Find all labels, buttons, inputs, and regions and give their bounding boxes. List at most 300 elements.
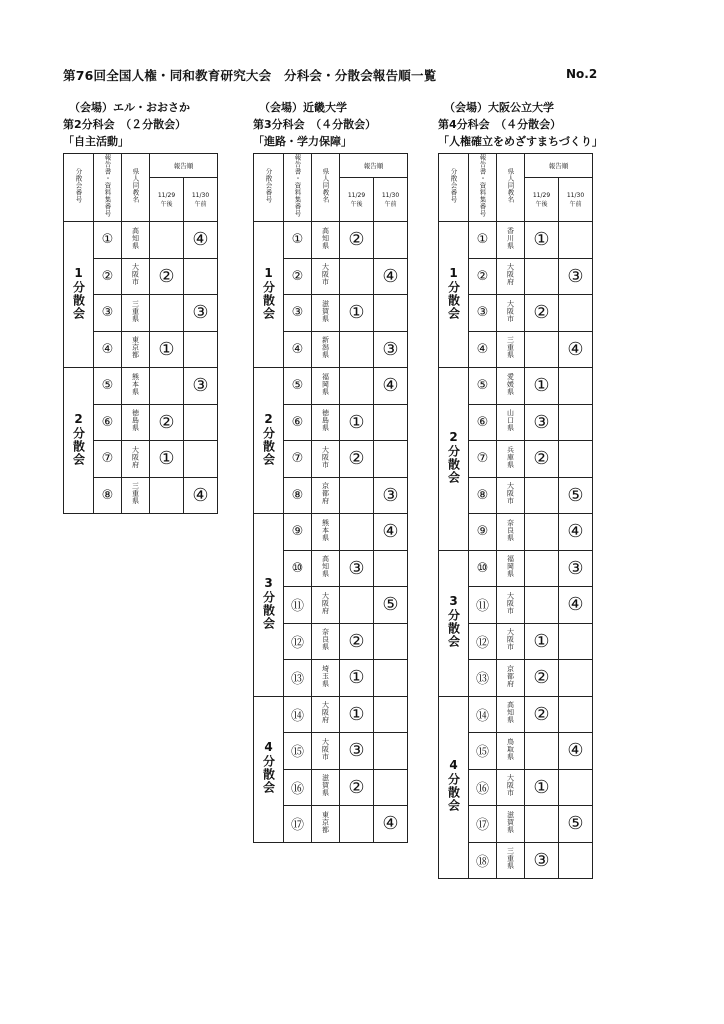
prefecture-cell xyxy=(497,842,525,879)
venue-label: （会場）近畿大学 xyxy=(259,101,347,114)
report-number-cell: ⑰ xyxy=(469,806,497,843)
order-day1-cell: ② xyxy=(340,222,374,259)
prefecture-cell xyxy=(497,368,525,405)
prefecture-cell xyxy=(312,587,340,624)
prefecture-name: 三重県 xyxy=(506,336,515,359)
prefecture-name: 鳥取県 xyxy=(506,737,515,760)
prefecture-name: 大阪市 xyxy=(506,774,515,797)
order-day2-cell xyxy=(374,441,408,478)
report-number-cell: ⑥ xyxy=(469,404,497,441)
report-number-cell: ① xyxy=(94,222,122,259)
header-bunsan-no xyxy=(439,154,469,222)
header-day-time: 午前 xyxy=(569,200,582,208)
bunsankai-label: 2分散会 xyxy=(446,429,461,484)
header-bunsan-no xyxy=(254,154,284,222)
order-day2-cell xyxy=(559,404,593,441)
order-day1-cell xyxy=(525,331,559,368)
order-day1-cell xyxy=(340,368,374,405)
order-day2-cell xyxy=(559,696,593,733)
order-day2-cell: ④ xyxy=(374,368,408,405)
prefecture-cell xyxy=(497,587,525,624)
header-pref xyxy=(122,154,150,222)
order-day1-cell xyxy=(150,477,184,514)
order-day1-cell: ① xyxy=(525,368,559,405)
header-pref xyxy=(497,154,525,222)
header-day-time: 午前 xyxy=(194,200,207,208)
order-day1-cell: ② xyxy=(340,769,374,806)
report-number-cell: ③ xyxy=(94,295,122,332)
prefecture-cell xyxy=(497,258,525,295)
bunsankai-group-cell xyxy=(439,222,469,368)
prefecture-name: 京都府 xyxy=(321,482,330,505)
prefecture-name: 福岡県 xyxy=(321,372,330,395)
header-day-time: 午後 xyxy=(160,200,173,208)
prefecture-name: 高知県 xyxy=(506,701,515,724)
header-pref-text: 県人同教名 xyxy=(506,168,515,203)
report-number-cell: ⑧ xyxy=(284,477,312,514)
prefecture-name: 大阪市 xyxy=(321,737,330,760)
report-number-cell: ⑮ xyxy=(284,733,312,770)
header-day-2 xyxy=(559,178,593,222)
order-day1-cell: ② xyxy=(340,441,374,478)
prefecture-cell xyxy=(312,733,340,770)
panel-bunkakai-2 xyxy=(63,99,218,514)
prefecture-name: 大阪市 xyxy=(506,482,515,505)
prefecture-cell xyxy=(497,696,525,733)
header-day-date: 11/29 xyxy=(157,191,176,199)
prefecture-cell xyxy=(312,514,340,551)
prefecture-name: 東京都 xyxy=(131,336,140,359)
report-number-cell: ⑦ xyxy=(469,441,497,478)
report-number-cell: ⑦ xyxy=(94,441,122,478)
prefecture-name: 大阪市 xyxy=(506,591,515,614)
header-day-1 xyxy=(150,178,184,222)
prefecture-cell xyxy=(312,368,340,405)
prefecture-cell xyxy=(497,806,525,843)
header-report-no-text: 報告書・資料集番号 xyxy=(478,154,487,217)
report-number-cell: ③ xyxy=(284,295,312,332)
order-day1-cell: ③ xyxy=(525,404,559,441)
report-number-cell: ④ xyxy=(469,331,497,368)
bunsankai-group-cell xyxy=(254,696,284,842)
prefecture-name: 兵庫県 xyxy=(506,445,515,468)
header-day-time: 午前 xyxy=(384,200,397,208)
order-day1-cell xyxy=(340,806,374,843)
header-order: 報告順 xyxy=(150,154,218,178)
schedule-table-slot xyxy=(253,153,408,843)
bunsankai-group-cell xyxy=(254,222,284,368)
order-day2-cell: ③ xyxy=(184,295,218,332)
order-day2-cell xyxy=(559,623,593,660)
order-day2-cell xyxy=(374,696,408,733)
prefecture-cell xyxy=(497,514,525,551)
table-row xyxy=(254,222,408,259)
order-day2-cell xyxy=(374,660,408,697)
prefecture-cell xyxy=(122,368,150,405)
prefecture-cell xyxy=(312,769,340,806)
prefecture-cell xyxy=(312,331,340,368)
order-day1-cell: ① xyxy=(525,623,559,660)
prefecture-name: 香川県 xyxy=(506,226,515,249)
report-number-cell: ⑯ xyxy=(284,769,312,806)
order-day1-cell xyxy=(525,806,559,843)
order-day2-cell xyxy=(374,222,408,259)
order-day1-cell: ② xyxy=(525,696,559,733)
schedule-table-slot xyxy=(438,153,603,879)
order-day1-cell xyxy=(340,514,374,551)
order-day2-cell: ③ xyxy=(374,331,408,368)
order-day2-cell xyxy=(559,222,593,259)
order-day1-cell: ① xyxy=(340,404,374,441)
report-number-cell: ⑦ xyxy=(284,441,312,478)
prefecture-cell xyxy=(497,769,525,806)
schedule-table xyxy=(63,153,218,514)
prefecture-cell xyxy=(122,331,150,368)
order-day2-cell: ③ xyxy=(374,477,408,514)
bunsankai-label: 2分散会 xyxy=(71,411,86,466)
prefecture-cell xyxy=(497,660,525,697)
report-number-cell: ⑯ xyxy=(469,769,497,806)
report-number-cell: ⑱ xyxy=(469,842,497,879)
report-number-cell: ⑫ xyxy=(469,623,497,660)
prefecture-cell xyxy=(497,222,525,259)
prefecture-cell xyxy=(497,550,525,587)
order-day1-cell: ① xyxy=(340,660,374,697)
order-day1-cell xyxy=(525,258,559,295)
order-day2-cell xyxy=(559,660,593,697)
panel-bunkakai-4 xyxy=(438,99,603,879)
prefecture-name: 熊本県 xyxy=(131,372,140,395)
table-row xyxy=(254,514,408,551)
report-number-cell: ⑥ xyxy=(284,404,312,441)
theme-label: 「自主活動」 xyxy=(63,135,129,148)
order-day1-cell xyxy=(340,477,374,514)
bunkakai-label: 第2分科会 （２分散会） xyxy=(63,118,187,131)
prefecture-cell xyxy=(312,696,340,733)
prefecture-name: 京都府 xyxy=(506,664,515,687)
order-day1-cell: ① xyxy=(150,441,184,478)
header-day-1 xyxy=(340,178,374,222)
order-day2-cell xyxy=(184,258,218,295)
schedule-table-slot xyxy=(63,153,218,514)
header-report-no xyxy=(94,154,122,222)
table-row xyxy=(439,696,593,733)
table-row xyxy=(254,696,408,733)
header-day-2 xyxy=(374,178,408,222)
prefecture-cell xyxy=(312,623,340,660)
prefecture-name: 山口県 xyxy=(506,409,515,432)
bunsankai-label: 1分散会 xyxy=(261,265,276,320)
bunsankai-label: 4分散会 xyxy=(261,740,276,794)
report-number-cell: ⑧ xyxy=(469,477,497,514)
order-day2-cell: ④ xyxy=(184,477,218,514)
prefecture-cell xyxy=(497,733,525,770)
document-title: 第76回全国人権・同和教育研究大会 分科会・分散会報告順一覧 xyxy=(63,68,437,83)
order-day2-cell xyxy=(559,441,593,478)
order-day1-cell: ③ xyxy=(525,842,559,879)
order-day2-cell xyxy=(559,769,593,806)
prefecture-name: 三重県 xyxy=(131,482,140,505)
report-number-cell: ② xyxy=(284,258,312,295)
order-day1-cell xyxy=(525,477,559,514)
prefecture-name: 徳島県 xyxy=(131,409,140,432)
prefecture-name: 熊本県 xyxy=(321,518,330,541)
header-report-no-text: 報告書・資料集番号 xyxy=(103,154,112,217)
prefecture-cell xyxy=(312,441,340,478)
order-day1-cell: ② xyxy=(150,404,184,441)
prefecture-name: 大阪市 xyxy=(506,628,515,651)
header-order: 報告順 xyxy=(525,154,593,178)
prefecture-name: 大阪府 xyxy=(321,591,330,614)
prefecture-name: 新潟県 xyxy=(321,336,330,359)
header-pref-text: 県人同教名 xyxy=(131,168,140,203)
report-number-cell: ⑮ xyxy=(469,733,497,770)
prefecture-cell xyxy=(497,477,525,514)
order-day1-cell: ③ xyxy=(340,733,374,770)
prefecture-name: 高知県 xyxy=(131,226,140,249)
prefecture-name: 大阪府 xyxy=(131,445,140,468)
order-day2-cell xyxy=(559,368,593,405)
bunsankai-label: 3分散会 xyxy=(446,594,461,648)
venue-label: （会場）エル・おおさか xyxy=(69,101,190,114)
order-day2-cell xyxy=(374,404,408,441)
report-number-cell: ⑪ xyxy=(469,587,497,624)
order-day2-cell xyxy=(559,842,593,879)
order-day2-cell xyxy=(184,404,218,441)
report-number-cell: ① xyxy=(284,222,312,259)
order-day2-cell: ④ xyxy=(559,514,593,551)
panel-bunkakai-3 xyxy=(253,99,408,843)
prefecture-cell xyxy=(122,258,150,295)
report-number-cell: ⑤ xyxy=(284,368,312,405)
prefecture-name: 奈良県 xyxy=(321,628,330,651)
header-day-date: 11/29 xyxy=(347,191,366,199)
order-day1-cell xyxy=(340,258,374,295)
order-day2-cell xyxy=(374,623,408,660)
report-number-cell: ⑪ xyxy=(284,587,312,624)
order-day1-cell: ① xyxy=(525,769,559,806)
header-report-no-text: 報告書・資料集番号 xyxy=(293,154,302,217)
order-day2-cell: ④ xyxy=(559,733,593,770)
order-day2-cell: ⑤ xyxy=(374,587,408,624)
table-row xyxy=(64,222,218,259)
bunkakai-label: 第3分科会 （４分散会） xyxy=(253,118,377,131)
header-day-1 xyxy=(525,178,559,222)
prefecture-name: 大阪市 xyxy=(131,263,140,286)
prefecture-cell xyxy=(497,623,525,660)
prefecture-cell xyxy=(122,404,150,441)
prefecture-name: 東京都 xyxy=(321,810,330,833)
report-number-cell: ⑬ xyxy=(469,660,497,697)
order-day2-cell xyxy=(374,769,408,806)
order-day1-cell xyxy=(525,587,559,624)
prefecture-name: 大阪市 xyxy=(506,299,515,322)
prefecture-name: 埼玉県 xyxy=(321,664,330,687)
header-pref-text: 県人同教名 xyxy=(321,168,330,203)
theme-label: 「人権確立をめざすまちづくり」 xyxy=(438,135,603,148)
header-pref xyxy=(312,154,340,222)
order-day1-cell: ② xyxy=(340,623,374,660)
schedule-table xyxy=(253,153,408,843)
prefecture-name: 愛媛県 xyxy=(506,372,515,395)
prefecture-name: 三重県 xyxy=(131,299,140,322)
report-number-cell: ⑩ xyxy=(284,550,312,587)
header-report-no xyxy=(469,154,497,222)
header-day-time: 午後 xyxy=(350,200,363,208)
prefecture-name: 大阪市 xyxy=(321,263,330,286)
bunsankai-label: 3分散会 xyxy=(261,575,276,630)
order-day1-cell xyxy=(340,331,374,368)
bunkakai-label: 第4分科会 （４分散会） xyxy=(438,118,562,131)
order-day1-cell: ① xyxy=(525,222,559,259)
order-day2-cell: ④ xyxy=(184,222,218,259)
table-row xyxy=(439,368,593,405)
schedule-table xyxy=(438,153,593,879)
header-bunsan-no-text: 分散会番号 xyxy=(264,168,273,203)
table-row xyxy=(254,368,408,405)
order-day1-cell: ① xyxy=(340,696,374,733)
report-number-cell: ⑩ xyxy=(469,550,497,587)
order-day1-cell: ② xyxy=(525,660,559,697)
page-number: No.2 xyxy=(566,67,598,81)
order-day1-cell: ③ xyxy=(340,550,374,587)
bunsankai-group-cell xyxy=(439,368,469,551)
prefecture-cell xyxy=(312,295,340,332)
table-row xyxy=(439,222,593,259)
bunsankai-label: 4分散会 xyxy=(446,758,461,813)
header-report-no xyxy=(284,154,312,222)
prefecture-cell xyxy=(122,295,150,332)
prefecture-cell xyxy=(497,404,525,441)
prefecture-name: 高知県 xyxy=(321,226,330,249)
report-number-cell: ⑥ xyxy=(94,404,122,441)
report-number-cell: ③ xyxy=(469,295,497,332)
order-day1-cell: ① xyxy=(340,295,374,332)
prefecture-cell xyxy=(312,222,340,259)
order-day1-cell xyxy=(150,368,184,405)
order-day2-cell: ③ xyxy=(184,368,218,405)
order-day1-cell xyxy=(150,295,184,332)
order-day1-cell: ② xyxy=(150,258,184,295)
prefecture-cell xyxy=(497,441,525,478)
prefecture-cell xyxy=(497,295,525,332)
prefecture-name: 大阪府 xyxy=(321,701,330,724)
prefecture-cell xyxy=(312,477,340,514)
report-number-cell: ② xyxy=(469,258,497,295)
report-number-cell: ⑰ xyxy=(284,806,312,843)
order-day2-cell xyxy=(374,550,408,587)
order-day1-cell xyxy=(525,550,559,587)
report-number-cell: ④ xyxy=(284,331,312,368)
prefecture-name: 大阪市 xyxy=(321,445,330,468)
prefecture-name: 高知県 xyxy=(321,555,330,578)
order-day1-cell xyxy=(525,514,559,551)
prefecture-name: 滋賀県 xyxy=(321,774,330,797)
prefecture-cell xyxy=(312,550,340,587)
theme-label: 「進路・学力保障」 xyxy=(253,135,352,148)
report-number-cell: ⑫ xyxy=(284,623,312,660)
prefecture-cell xyxy=(312,258,340,295)
order-day2-cell: ⑤ xyxy=(559,477,593,514)
prefecture-name: 三重県 xyxy=(506,847,515,870)
header-day-time: 午後 xyxy=(535,200,548,208)
order-day1-cell: ② xyxy=(525,441,559,478)
bunsankai-label: 1分散会 xyxy=(446,265,461,320)
prefecture-name: 奈良県 xyxy=(506,518,515,541)
report-number-cell: ① xyxy=(469,222,497,259)
prefecture-name: 大阪府 xyxy=(506,263,515,286)
prefecture-cell xyxy=(312,660,340,697)
order-day1-cell xyxy=(150,222,184,259)
order-day2-cell xyxy=(184,441,218,478)
bunsankai-label: 1分散会 xyxy=(71,265,86,320)
order-day2-cell xyxy=(374,295,408,332)
order-day2-cell: ④ xyxy=(374,514,408,551)
prefecture-name: 福岡県 xyxy=(506,555,515,578)
prefecture-name: 滋賀県 xyxy=(506,810,515,833)
table-row xyxy=(64,368,218,405)
report-number-cell: ④ xyxy=(94,331,122,368)
bunsankai-group-cell xyxy=(64,368,94,514)
prefecture-cell xyxy=(122,477,150,514)
prefecture-name: 滋賀県 xyxy=(321,299,330,322)
bunsankai-group-cell xyxy=(439,550,469,696)
report-number-cell: ⑬ xyxy=(284,660,312,697)
order-day2-cell: ④ xyxy=(374,258,408,295)
header-day-date: 11/30 xyxy=(566,191,585,199)
prefecture-cell xyxy=(122,222,150,259)
order-day2-cell: ④ xyxy=(559,587,593,624)
bunsankai-group-cell xyxy=(254,514,284,697)
prefecture-cell xyxy=(122,441,150,478)
order-day1-cell xyxy=(340,587,374,624)
report-number-cell: ⑭ xyxy=(469,696,497,733)
order-day2-cell xyxy=(184,331,218,368)
prefecture-name: 徳島県 xyxy=(321,409,330,432)
header-day-2 xyxy=(184,178,218,222)
header-bunsan-no xyxy=(64,154,94,222)
order-day1-cell: ② xyxy=(525,295,559,332)
table-row xyxy=(439,550,593,587)
report-number-cell: ⑤ xyxy=(94,368,122,405)
header-bunsan-no-text: 分散会番号 xyxy=(74,168,83,203)
header-day-date: 11/30 xyxy=(191,191,210,199)
report-number-cell: ⑭ xyxy=(284,696,312,733)
order-day1-cell xyxy=(525,733,559,770)
bunsankai-label: 2分散会 xyxy=(261,411,276,466)
bunsankai-group-cell xyxy=(64,222,94,368)
order-day2-cell: ④ xyxy=(374,806,408,843)
order-day2-cell: ③ xyxy=(559,258,593,295)
venue-label: （会場）大阪公立大学 xyxy=(444,101,554,114)
order-day2-cell: ③ xyxy=(559,550,593,587)
header-day-date: 11/30 xyxy=(381,191,400,199)
report-number-cell: ⑨ xyxy=(469,514,497,551)
header-bunsan-no-text: 分散会番号 xyxy=(449,168,458,203)
order-day2-cell xyxy=(559,295,593,332)
bunsankai-group-cell xyxy=(439,696,469,879)
order-day2-cell: ⑤ xyxy=(559,806,593,843)
report-number-cell: ⑤ xyxy=(469,368,497,405)
order-day2-cell xyxy=(374,733,408,770)
prefecture-cell xyxy=(312,806,340,843)
report-number-cell: ⑧ xyxy=(94,477,122,514)
order-day1-cell: ① xyxy=(150,331,184,368)
header-order: 報告順 xyxy=(340,154,408,178)
report-number-cell: ⑨ xyxy=(284,514,312,551)
bunsankai-group-cell xyxy=(254,368,284,514)
prefecture-cell xyxy=(312,404,340,441)
